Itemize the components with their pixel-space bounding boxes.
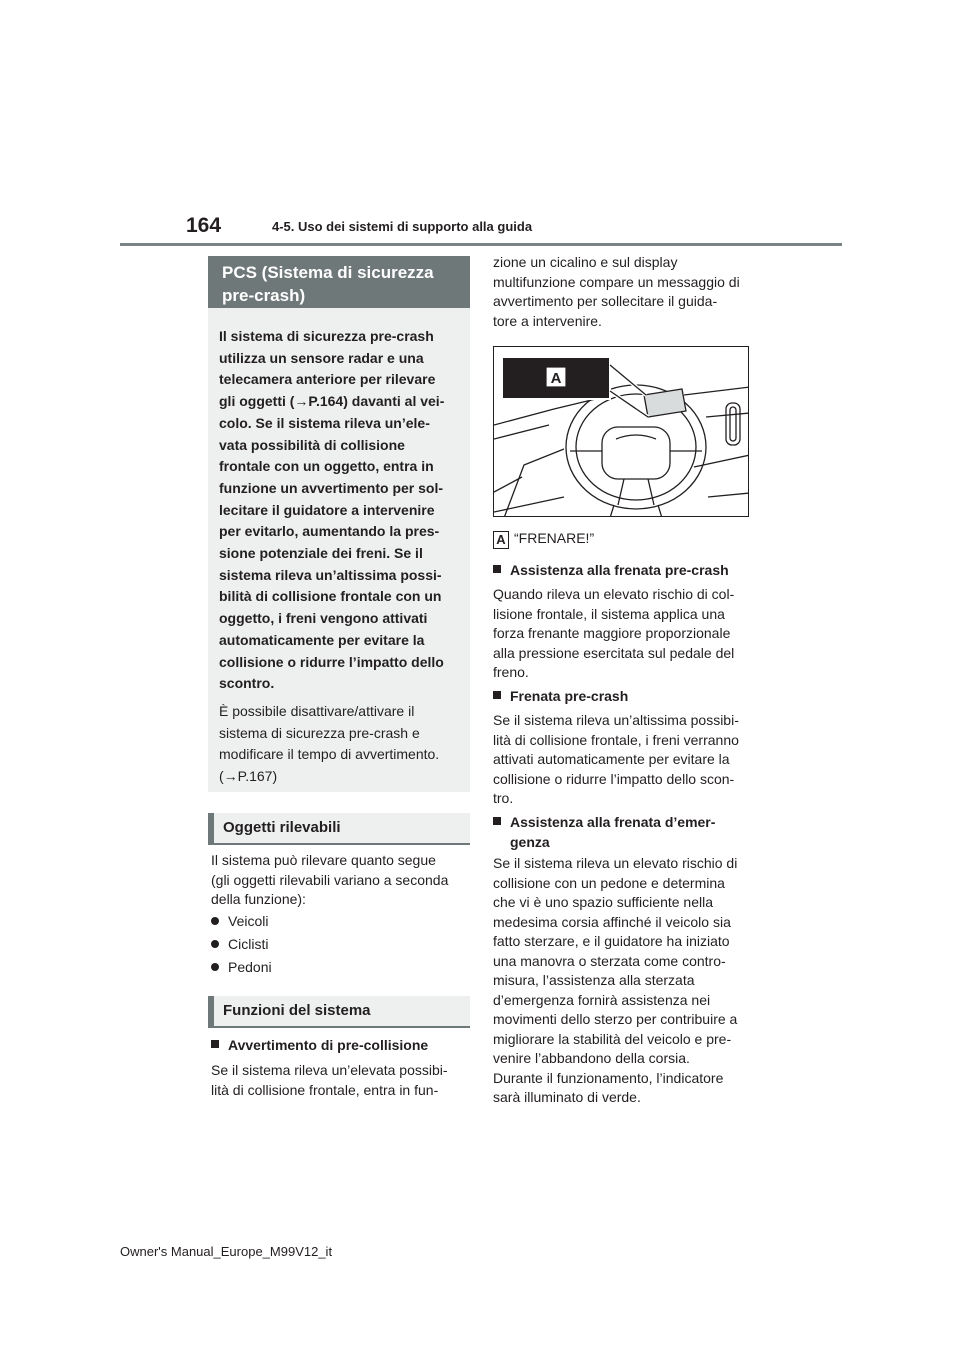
text-line: colo. Se il sistema rileva un’ele- [219,414,430,431]
text-line: (gli oggetti rilevabili variano a seconda [211,871,449,888]
text-line: che vi è uno spazio sufficiente nella [493,894,713,910]
text-line: medesima corsia affinché il veicolo sia [493,913,731,930]
section-title: 4-5. Uso dei sistemi di supporto alla guida [272,219,533,234]
text-line: lecitare il guidatore a intervenire [219,501,435,518]
text-line: scontro. [219,675,275,692]
subsection-paragraph [493,854,737,1108]
bullet-icon [211,940,219,948]
text-line: una manovra o sterzata come contro- [493,952,726,969]
square-bullet-icon [493,565,501,573]
subsection-title-text: Frenata pre-crash [510,688,629,704]
page-reference[interactable]: (→P.167) [219,768,278,785]
illustration-label: A [550,370,562,387]
subsection-title-text: Assistenza alla frenata pre-crash [510,562,729,578]
text-line: sistema di sicurezza pre-crash e [219,724,420,741]
steering-wheel-illustration [494,347,749,517]
text-line: Se il sistema rileva un’altissima possibi- [493,712,739,728]
bullet-icon [211,917,219,925]
pcs-title [208,256,470,308]
subsection-title [211,1036,428,1056]
footer-text: Owner's Manual_Europe_M99V12_it [120,1244,333,1259]
text-line: d’emergenza fornirà assistenza nei [493,991,711,1008]
square-bullet-icon [211,1040,219,1048]
text-line: utilizza un sensore radar e una [219,349,424,366]
text-line: lità di collisione frontale, i freni verranno [493,731,739,748]
text-line: bilità di collisione frontale con un [219,588,442,605]
text-line: zione un cicalino e sul display [493,254,678,270]
text-line: collisione o ridurre l’impatto dello [219,653,444,670]
text-line: avvertimento per sollecitare il guida- [493,293,718,309]
list-item-label: Pedoni [228,958,272,975]
subsection-title-text: genza [510,833,550,850]
text-line: fatto sterzare, e il guidatore ha iniziato [493,933,730,949]
text-line: frontale con un oggetto, entra in [219,458,434,475]
text-line: telecamera anteriore per rilevare [219,371,436,388]
text-line: funzione un avvertimento per sol- [219,479,444,496]
text-line: lità di collisione frontale, entra in fun- [211,1081,439,1098]
text-line: sione potenziale dei freni. Se il [219,545,423,562]
square-bullet-icon [493,691,501,699]
text-line: Durante il funzionamento, l’indicatore [493,1069,724,1086]
text-line: movimenti dello sterzo per contribuire a [493,1011,738,1027]
text-line: sarà illuminato di verde. [493,1089,641,1105]
text-line: È possibile disattivare/attivare il [219,703,415,719]
text-line: Il sistema di sicurezza pre-crash [219,328,434,344]
text-line: venire l’abbandono della corsia. [493,1050,690,1066]
funzioni-paragraph [211,1061,448,1100]
text-line: tore a intervenire. [493,312,602,329]
text-line: freno. [493,664,529,680]
text-line: della funzione): [211,891,306,907]
square-bullet-icon [493,817,501,825]
text-line: migliorare la stabilità del veicolo e pre- [493,1030,732,1047]
page-number: 164 [186,214,222,237]
pcs-bold-text [219,326,459,695]
text-line: modificare il tempo di avvertimento. [219,746,440,763]
pcs-normal-text [219,701,459,788]
text-line: per evitarlo, aumentando la pres- [219,523,440,540]
text-line: Se il sistema rileva un elevato rischio di [493,855,738,871]
text-line: multifunzione compare un messaggio di [493,273,740,290]
dashboard-illustration [493,346,749,517]
text-line: collisione con un pedone e determina [493,874,725,891]
callout-badge: A [493,531,509,549]
list-item-label: Veicoli [228,912,269,929]
text-line: misura, l’assistenza alla sterzata [493,972,695,988]
subsection-paragraph [493,711,739,809]
pcs-title-line: pre-crash) [222,286,306,305]
list-item [211,932,272,955]
text-line: sistema rileva un’altissima possi- [219,566,442,583]
text-line: gli oggetti (→P.164) davanti al vei- [219,393,445,410]
text-line: automaticamente per evitare la [219,631,425,648]
bullet-icon [211,963,219,971]
text-line: Quando rileva un elevato rischio di col- [493,586,735,602]
text-line: alla pressione esercitata sul pedale del [493,644,735,661]
oggetti-intro [211,851,448,910]
list-item [211,955,272,978]
subsection-title [493,687,628,707]
text-line: Il sistema può rilevare quanto segue [211,852,436,868]
text-line: tro. [493,790,514,806]
text-line: collisione o ridurre l’impatto dello scon- [493,770,735,787]
subsection-title [493,561,729,581]
subsection-title-text: Avvertimento di pre-collisione [228,1037,429,1053]
header-divider [120,243,842,246]
list-item [211,909,272,932]
text-line: Se il sistema rileva un’elevata possibi- [211,1062,448,1078]
text-line: lisione frontale, il sistema applica una [493,605,725,622]
funzioni-heading: Funzioni del sistema [208,996,470,1028]
list-item-label: Ciclisti [228,935,269,952]
callout-text: “FRENARE!” [514,530,595,546]
oggetti-heading: Oggetti rilevabili [208,813,470,845]
text-line: vata possibilità di collisione [219,436,405,453]
text-line: oggetto, i freni vengono attivati [219,610,428,627]
oggetti-list [211,909,272,978]
subsection-title [493,813,715,852]
text-line: forza frenante maggiore proporzionale [493,625,731,641]
continued-paragraph [493,253,740,331]
subsection-paragraph [493,585,734,683]
text-line: attivati automaticamente per evitare la [493,751,730,767]
subsection-title-text: Assistenza alla frenata d’emer- [510,814,716,830]
pcs-title-line: PCS (Sistema di sicurezza [222,263,434,282]
